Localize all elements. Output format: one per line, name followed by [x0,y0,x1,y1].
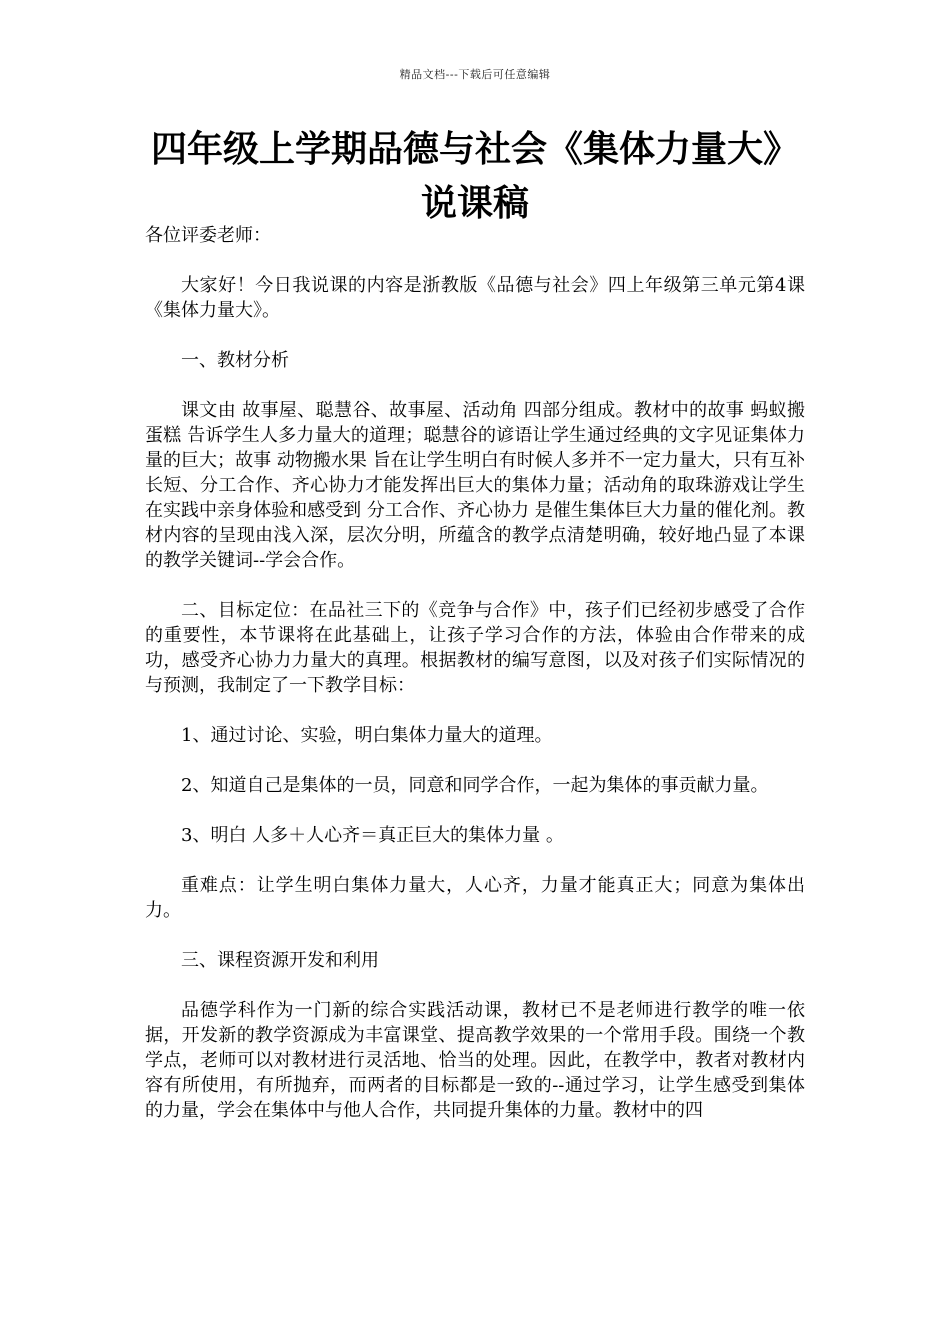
paragraph-greeting: 大家好！今日我说课的内容是浙教版《品德与社会》四上年级第三单元第4课《集体力量大》。 [145,275,805,321]
paragraph-resources: 品德学科作为一门新的综合实践活动课，教材已不是老师进行教学的唯一依据，开发新的教学资源成为丰富课堂、提高教学效果的一个常用手段。围绕一个教学点，老师可以对教材进行灵活地、恰当的处理。因此，在教学中，教者对教材内容有所使用，有所抛弃，而两者的目标都是一致的--通过学习，让学生感受到集体的力量，学会在集体中与他人合作，共同提升集体的力量。教材中的四 [145,1000,805,1121]
goal-item-1: 1、通过讨论、实验，明白集体力量大的道理。 [181,725,553,746]
paragraph-goal-positioning: 二、目标定位：在品社三下的《竞争与合作》中，孩子们已经初步感受了合作的重要性，本节课将在此基础上，让孩子学习合作的方法，体验由合作带来的成功，感受齐心协力力量大的真理。根据教材的编写意图，以及对孩子们实际情况的与预测，我制定了一下教学目标： [145,600,805,696]
section-heading-textbook-analysis: 一、教材分析 [181,350,289,371]
header-note: 精品文档---下载后可任意编辑 [399,68,551,81]
document-title: 四年级上学期品德与社会《集体力量大》说课稿 [150,128,799,224]
salutation: 各位评委老师： [145,225,271,246]
goal-item-2: 2、知道自己是集体的一员，同意和同学合作，一起为集体的事贡献力量。 [181,775,769,796]
paragraph-textbook-analysis: 课文由 故事屋、聪慧谷、故事屋、活动角 四部分组成。教材中的故事 蚂蚁搬蛋糕 告诉学生人多力量大的道理；聪慧谷的谚语让学生通过经典的文字见证集体力量的巨大；故事 动物搬水果 旨在让学生明白有时候人多并不一定力量大，只有互补长短、分工合作、齐心协力才能发挥出巨大的集体力量；活动角的取珠游戏让学生在实践中亲身体验和感受到 分工合作、齐心协力 是催生集体巨大力量的催化剂。教材内容的呈现由浅入深，层次分明，所蕴含的教学点清楚明确，较好地凸显了本课的教学关键词--学会合作。 [145,400,805,571]
document-body [145,223,805,1148]
section-heading-resources: 三、课程资源开发和利用 [181,950,379,971]
paragraph-key-difficulties: 重难点：让学生明白集体力量大，人心齐，力量才能真正大；同意为集体出力。 [145,875,805,921]
goal-item-3: 3、明白 人多＋人心齐＝真正巨大的集体力量 。 [181,825,564,846]
